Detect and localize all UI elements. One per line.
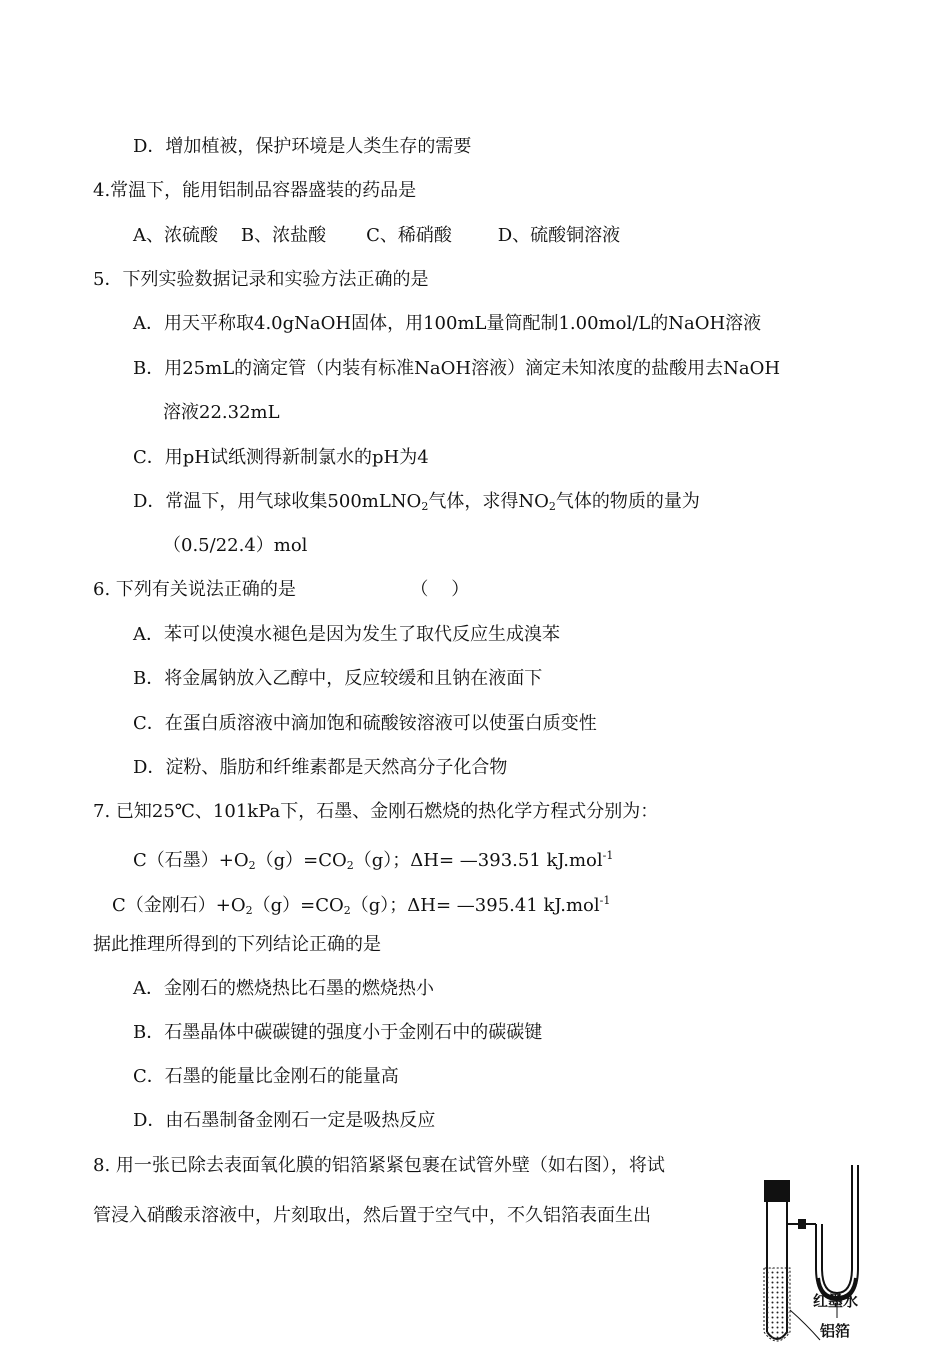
- q7-option-d: D．由石墨制备金刚石一定是吸热反应: [133, 1110, 436, 1131]
- subscript-2: 2: [346, 859, 354, 872]
- q5-d-text-3: 气体的物质的量为: [555, 491, 700, 512]
- eq1-part-2: （g）=CO: [255, 850, 347, 871]
- u-tube-inner: [822, 1165, 852, 1293]
- q6-option-d: D．淀粉、脂肪和纤维素都是天然高分子化合物: [133, 757, 508, 778]
- eq2-part-1: C（金刚石）+O: [112, 895, 246, 916]
- q8-stem-line-1: 8. 用一张已除去表面氧化膜的铝箔紧紧包裹在试管外壁（如右图），将试: [93, 1155, 665, 1176]
- eq2-part-2: （g）=CO: [252, 895, 344, 916]
- subscript-2: 2: [248, 859, 256, 872]
- equation-diamond: [112, 888, 610, 924]
- subscript-2: 2: [343, 904, 351, 917]
- q5-d-text-1: D．常温下，用气球收集500mLNO: [133, 491, 422, 512]
- test-tube-apparatus-figure: [740, 1160, 880, 1350]
- q6-option-a: A．苯可以使溴水褪色是因为发生了取代反应生成溴苯: [133, 624, 560, 645]
- label-red-ink: 红墨水: [813, 1292, 859, 1310]
- q5-option-d-cont: （0.5/22.4）mol: [163, 535, 308, 556]
- q8-stem-line-2: 管浸入硝酸汞溶液中，片刻取出，然后置于空气中，不久铝箔表面生出: [93, 1205, 651, 1226]
- aluminum-foil-wrap: [764, 1268, 790, 1341]
- superscript-neg1: -1: [602, 849, 614, 862]
- q6-stem: 6. 下列有关说法正确的是 （ ）: [93, 579, 470, 600]
- superscript-neg1: -1: [599, 894, 611, 907]
- eq1-part-3: （g）；ΔH= —393.51 kJ.mol: [353, 850, 603, 871]
- label-aluminum-foil: 铝箔: [820, 1322, 851, 1340]
- q5-option-d: [133, 489, 700, 520]
- foil-pointer: [790, 1310, 820, 1340]
- q7-option-b: B．石墨晶体中碳碳键的强度小于金刚石中的碳碳键: [133, 1022, 543, 1043]
- q3-option-d: D．增加植被，保护环境是人类生存的需要: [133, 136, 472, 157]
- q4-options: A、浓硫酸 B、浓盐酸 C、稀硝酸 D、硫酸铜溶液: [133, 225, 621, 246]
- apparatus-diagram: [740, 1160, 880, 1350]
- eq2-part-3: （g）；ΔH= —395.41 kJ.mol: [350, 895, 600, 916]
- q6-option-b: B．将金属钠放入乙醇中，反应较缓和且钠在液面下: [133, 668, 543, 689]
- equation-graphite: [133, 843, 613, 879]
- q5-d-text-2: 气体，求得NO: [428, 491, 549, 512]
- q7-lead: 据此推理所得到的下列结论正确的是: [93, 934, 381, 955]
- rubber-stopper: [764, 1180, 790, 1202]
- q5-option-a: A．用天平称取4.0gNaOH固体，用100mL量筒配制1.00mol/L的NaOH溶液: [133, 313, 762, 334]
- eq1-part-1: C（石墨）+O: [133, 850, 249, 871]
- q7-option-a: A．金刚石的燃烧热比石墨的燃烧热小: [133, 978, 434, 999]
- subscript-2: 2: [245, 904, 253, 917]
- q5-stem: 5．下列实验数据记录和实验方法正确的是: [93, 269, 429, 290]
- subscript-2: 2: [421, 500, 429, 513]
- q5-option-b-cont: 溶液22.32mL: [163, 402, 280, 423]
- q6-option-c: C．在蛋白质溶液中滴加饱和硫酸铵溶液可以使蛋白质变性: [133, 713, 597, 734]
- subscript-2: 2: [548, 500, 556, 513]
- q7-option-c: C．石墨的能量比金刚石的能量高: [133, 1066, 399, 1087]
- q4-stem: 4.常温下，能用铝制品容器盛装的药品是: [93, 180, 417, 201]
- q5-option-c: C．用pH试纸测得新制氯水的pH为4: [133, 447, 429, 468]
- clamp: [798, 1219, 806, 1229]
- q5-option-b: B．用25mL的滴定管（内装有标准NaOH溶液）滴定未知浓度的盐酸用去NaOH: [133, 358, 781, 379]
- q7-stem: 7. 已知25℃、101kPa下，石墨、金刚石燃烧的热化学方程式分别为：: [93, 801, 659, 822]
